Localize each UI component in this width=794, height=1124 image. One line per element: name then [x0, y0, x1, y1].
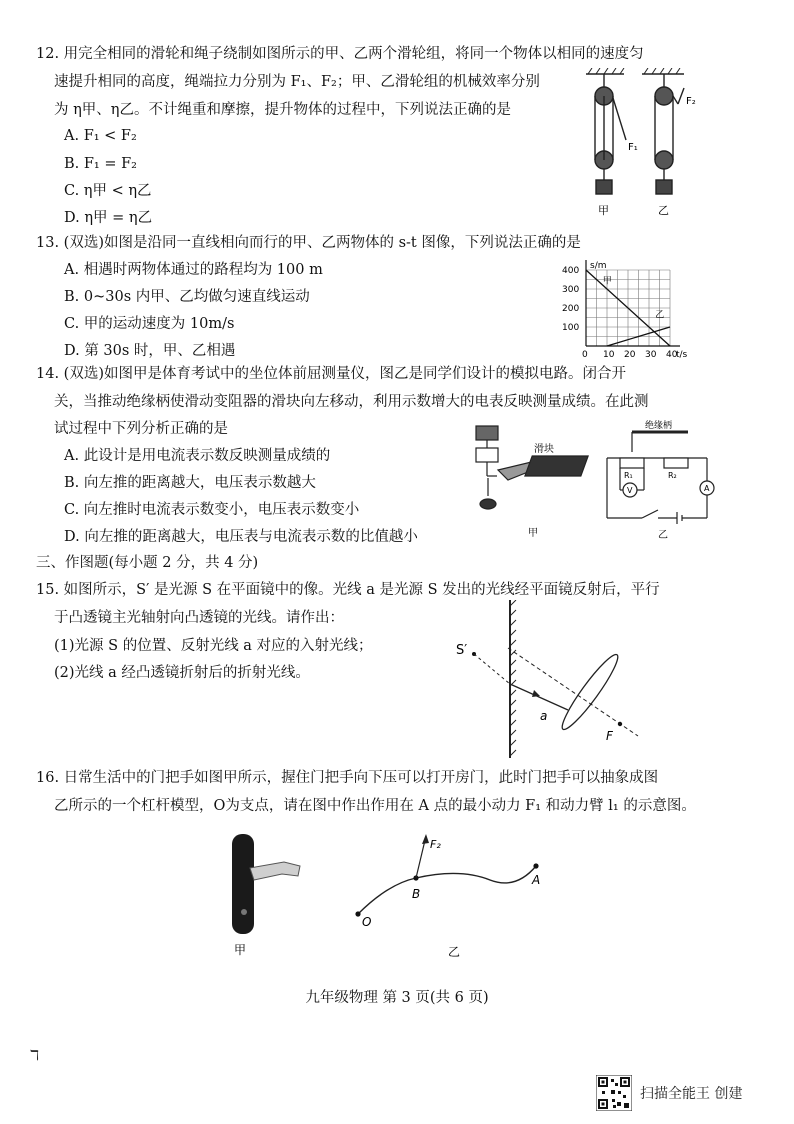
- q14-option-c: C. 向左推时电流表示数变小，电压表示数变小: [64, 502, 360, 518]
- pulley-label-f1: F₁: [628, 142, 638, 153]
- pulley-label-jia: 甲: [598, 204, 609, 217]
- chart-x-tick-label: 20: [624, 350, 636, 360]
- label-fig-yi: 乙: [658, 530, 668, 541]
- page-footer: 九年级物理 第 3 页(共 6 页): [305, 990, 489, 1006]
- q14-line-3: 试过程中下列分析正确的是: [54, 421, 228, 437]
- pulley-figure: [580, 68, 710, 228]
- label-fig-jia: 甲: [234, 943, 247, 957]
- series-label-yi: 乙: [655, 310, 665, 321]
- label-fig-jia: 甲: [528, 528, 538, 539]
- q14-option-b: B. 向左推的距离越大，电压表示数越大: [64, 475, 316, 491]
- pulley-label-f2: F₂: [686, 96, 696, 107]
- q13-option-c: C. 甲的运动速度为 10m/s: [64, 316, 235, 332]
- label-voltmeter: V: [627, 486, 633, 495]
- q15-line-1: 15. 如图所示，S′ 是光源 S 在平面镜中的像。光线 a 是光源 S 发出的光线经平面镜反射后，平行: [36, 582, 660, 598]
- chart-x-tick-label: 30: [645, 350, 657, 360]
- q13-option-b: B. 0~30s 内甲、乙均做匀速直线运动: [64, 289, 310, 305]
- chart-x-axis-label: t/s: [676, 350, 688, 360]
- q15-part-1: (1)光源 S 的位置、反射光线 a 对应的入射光线；: [54, 638, 373, 654]
- q12-line-3: 为 η甲、η乙。不计绳重和摩擦，提升物体的过程中，下列说法正确的是: [54, 102, 511, 118]
- chart-x-tick-label: 10: [603, 350, 615, 360]
- qr-code-icon: [596, 1075, 632, 1111]
- door-handle-lever: [250, 862, 300, 880]
- label-r1: R₁: [624, 471, 633, 480]
- margin-mark: ℸ: [30, 1048, 40, 1064]
- chart-y-tick-label: 300: [562, 285, 580, 295]
- q12-option-a: A. F₁ < F₂: [64, 128, 137, 144]
- q14-line-2: 关，当推动绝缘柄使滑动变阻器的滑块向左移动，利用示数增大的电表反映测量成绩。在此测: [54, 394, 649, 410]
- label-ray-a: a: [540, 709, 548, 723]
- label-point-b: B: [412, 887, 421, 901]
- label-slider: 滑块: [534, 444, 554, 455]
- label-insulating-handle: 绝缘柄: [645, 421, 673, 431]
- q12-line-2: 速提升相同的高度，绳端拉力分别为 F₁、F₂；甲、乙滑轮组的机械效率分别: [54, 74, 540, 90]
- q15-line-2: 于凸透镜主光轴射向凸透镜的光线。请作出：: [54, 610, 344, 626]
- chart-x-tick-label: 40: [666, 350, 678, 360]
- chart-y-tick-label: 400: [562, 266, 580, 276]
- label-pivot-o: O: [362, 915, 372, 929]
- section-3-title: 三、作图题(每小题 2 分，共 4 分): [36, 555, 259, 571]
- chart-y-tick-label: 200: [562, 304, 580, 314]
- q13-option-d: D. 第 30s 时，甲、乙相遇: [64, 343, 236, 359]
- q12-option-d: D. η甲 = η乙: [64, 210, 153, 226]
- st-chart: [560, 254, 690, 360]
- pulley-label-yi: 乙: [658, 204, 669, 217]
- scanner-brand-text: 扫描全能王 创建: [640, 1086, 743, 1102]
- label-focus-f: F: [606, 729, 613, 743]
- q13-option-a: A. 相遇时两物体通过的路程均为 100 m: [64, 262, 323, 278]
- label-r2: R₂: [668, 471, 677, 480]
- q14-option-a: A. 此设计是用电流表示数反映测量成绩的: [64, 448, 331, 464]
- q15-part-2: (2)光线 a 经凸透镜折射后的折射光线。: [54, 665, 310, 681]
- q12-option-c: C. η甲 < η乙: [64, 183, 152, 199]
- chart-y-tick-label: 100: [562, 323, 580, 333]
- q14-line-1: 14. (双选)如图甲是体育考试中的坐位体前屈测量仪，图乙是同学们设计的模拟电路。闭合开: [36, 366, 626, 382]
- door-handle-plate: [232, 834, 254, 934]
- q16-line-1: 16. 日常生活中的门把手如图甲所示，握住门把手向下压可以打开房门，此时门把手可以抽象成图: [36, 770, 659, 786]
- label-ammeter: A: [704, 484, 710, 493]
- mirror-lens-figure: [448, 600, 668, 760]
- q14-option-d: D. 向左推的距离越大，电压表与电流表示数的比值越小: [64, 529, 418, 545]
- label-point-a: A: [532, 873, 541, 887]
- label-fig-yi: 乙: [448, 945, 461, 959]
- chart-x-tick-label: 0: [582, 350, 588, 360]
- door-handle-figure: [220, 828, 560, 968]
- q16-line-2: 乙所示的一个杠杆模型，O为支点，请在图中作出作用在 A 点的最小动力 F₁ 和动力臂 l₁ 的示意图。: [54, 798, 696, 814]
- chart-y-axis-label: s/m: [590, 261, 607, 271]
- q12-line-1: 12. 用完全相同的滑轮和绳子绕制如图所示的甲、乙两个滑轮组，将同一个物体以相同的速度匀: [36, 46, 644, 62]
- q13-line-1: 13. (双选)如图是沿同一直线相向而行的甲、乙两物体的 s-t 图像，下列说法正确的是: [36, 235, 581, 251]
- label-f2: F₂: [430, 838, 441, 851]
- series-label-jia: 甲: [602, 276, 612, 287]
- q12-option-b: B. F₁ = F₂: [64, 156, 137, 172]
- label-s-prime: S′: [456, 643, 468, 658]
- circuit-figures: [462, 418, 732, 544]
